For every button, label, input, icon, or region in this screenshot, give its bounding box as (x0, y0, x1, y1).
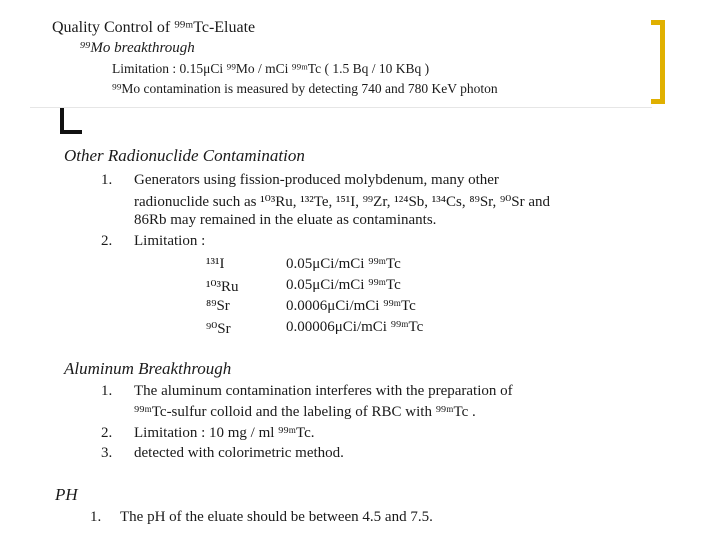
list-number: 1. (101, 172, 113, 188)
divider-line (30, 107, 652, 108)
other-item1-line2: radionuclide such as ¹⁰³Ru, ¹³²Te, ¹⁵¹I, ⁹⁹Zr, ¹²⁴Sb, ¹³⁴Cs, ⁸⁹Sr, ⁹⁰Sr and (134, 194, 551, 210)
qc-subtitle: ⁹⁹Mo breakthrough (80, 40, 195, 56)
list-number: 2. (101, 233, 113, 249)
limit-value: 0.05μCi/mCi ⁹⁹ᵐTc (286, 277, 401, 293)
list-number: 2. (101, 425, 113, 441)
limit-value: 0.05μCi/mCi ⁹⁹ᵐTc (286, 256, 401, 272)
other-heading: Other Radionuclide Contamination (64, 146, 305, 165)
limit-nuclide: ⁹⁰Sr (206, 321, 231, 337)
aluminum-item1-line1: The aluminum contamination interferes with the preparation of (134, 383, 513, 399)
qc-title: Quality Control of ⁹⁹ᵐTc-Eluate (52, 19, 256, 36)
list-number: 1. (90, 509, 102, 525)
other-item1-line1: Generators using fission-produced molybdenum, many other (134, 172, 499, 188)
limit-value: 0.0006μCi/mCi ⁹⁹ᵐTc (286, 298, 416, 314)
ph-item1: The pH of the eluate should be between 4.5 and 7.5. (120, 509, 433, 525)
limit-nuclide: ¹³¹I (206, 256, 225, 272)
aluminum-item2: Limitation : 10 mg / ml ⁹⁹ᵐTc. (134, 425, 315, 441)
other-item1-line3: 86Rb may remained in the eluate as contaminants. (134, 212, 437, 228)
limit-value: 0.00006μCi/mCi ⁹⁹ᵐTc (286, 319, 424, 335)
ph-heading: PH (55, 485, 78, 504)
list-number: 1. (101, 383, 113, 399)
aluminum-item3: detected with colorimetric method. (134, 445, 344, 461)
list-number: 3. (101, 445, 113, 461)
limit-nuclide: ¹⁰³Ru (206, 279, 239, 295)
aluminum-item1-line2: ⁹⁹ᵐTc-sulfur colloid and the labeling of RBC with ⁹⁹ᵐTc . (134, 404, 476, 420)
other-item2: Limitation : (134, 233, 206, 249)
black-bracket-left (60, 108, 82, 134)
qc-measure: ⁹⁹Mo contamination is measured by detecting 740 and 780 KeV photon (112, 81, 498, 96)
yellow-bracket-right (651, 20, 665, 104)
qc-limitation: Limitation : 0.15μCi ⁹⁹Mo / mCi ⁹⁹ᵐTc ( 1.5 Bq / 10 KBq ) (112, 61, 430, 76)
aluminum-heading: Aluminum Breakthrough (64, 359, 232, 378)
limit-nuclide: ⁸⁹Sr (206, 298, 230, 314)
